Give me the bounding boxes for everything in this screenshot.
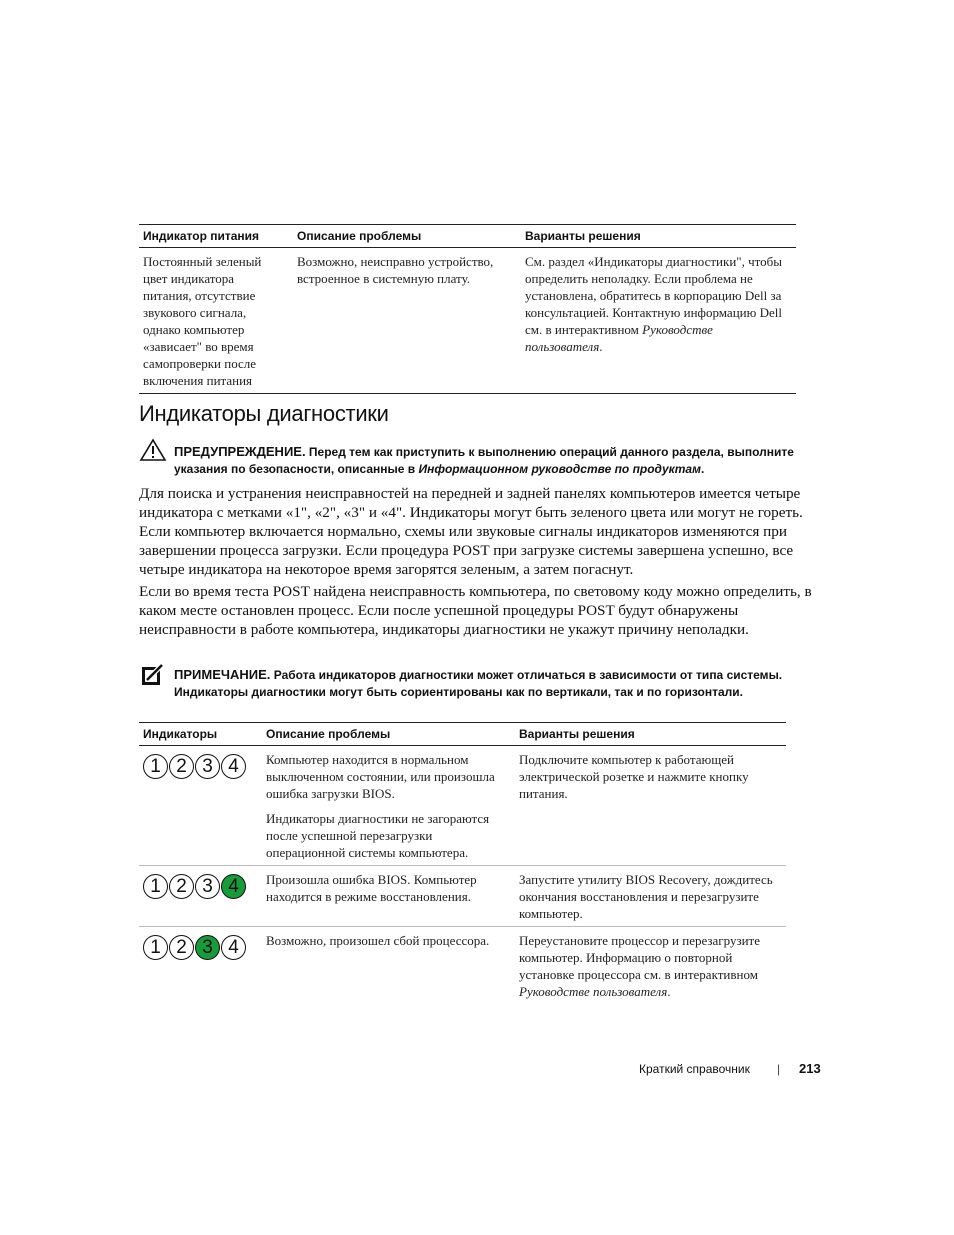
warning-notice xyxy=(174,443,804,478)
table-row xyxy=(139,746,786,866)
solution-text: См. раздел «Индикаторы диагностики", чтобы определить неполадку. Если проблема не установлена, обратитесь в корпорацию Dell за консультацией. Контактную информацию Dell см. в интерактивном xyxy=(525,254,782,337)
led-3-icon: 3 xyxy=(195,874,220,899)
body-paragraph: Для поиска и устранения неисправностей на передней и задней панелях компьютеров имеется четыре индикатора с метками «1", «2", «3" и «4". Индикаторы могут быть зеленого цвета или могут не гореть. Если компьютер включается нормально, схемы или звуковые сигналы индикаторов изменяются при завершении процесса загрузки. Если процедура POST при загрузке системы завершена успешно, все четыре индикатора на некоторое время загорятся зеленым, а затем погаснут. xyxy=(139,485,803,578)
indicator-cell: Постоянный зеленый цвет индикатора питания, отсутствие звукового сигнала, однако компьютер «зависает" во время самопроверки после включения питания xyxy=(139,248,293,394)
led-3-icon: 3 xyxy=(195,935,220,960)
solution-end: . xyxy=(599,339,603,354)
solution-end: . xyxy=(667,984,671,999)
solution-italic: Руководстве пользователя xyxy=(525,322,713,354)
problem-cell xyxy=(262,866,515,927)
solution-cell xyxy=(515,927,786,1005)
led-2-icon: 2 xyxy=(169,874,194,899)
column-header: Индикаторы xyxy=(139,723,262,746)
note-label: ПРИМЕЧАНИЕ. xyxy=(174,667,271,682)
led-2-icon: 2 xyxy=(169,935,194,960)
led-1-icon: 1 xyxy=(143,754,168,779)
footer-section-title: Краткий справочник xyxy=(639,1062,750,1076)
power-indicator-table xyxy=(139,224,796,394)
led-group xyxy=(143,754,258,779)
warning-italic: Информационном руководстве по продуктам xyxy=(418,462,701,476)
problem-text: Произошла ошибка BIOS. Компьютер находится в режиме восстановления. xyxy=(266,872,477,904)
column-header: Описание проблемы xyxy=(293,225,521,248)
led-4-icon: 4 xyxy=(221,874,246,899)
table-row xyxy=(139,248,796,394)
section-heading: Индикаторы диагностики xyxy=(139,401,389,426)
indicator-cell xyxy=(139,866,262,927)
table-row xyxy=(139,927,786,1005)
solution-text: Запустите утилиту BIOS Recovery, дождитесь окончания восстановления и перезагрузите компьютер. xyxy=(519,872,773,921)
problem-text: Индикаторы диагностики не загораются после успешной перезагрузки операционной системы компьютера. xyxy=(266,811,490,860)
led-3-icon: 3 xyxy=(195,754,220,779)
led-1-icon: 1 xyxy=(143,874,168,899)
column-header: Индикатор питания xyxy=(139,225,293,248)
indicator-cell xyxy=(139,927,262,1005)
warning-label: ПРЕДУПРЕЖДЕНИЕ. xyxy=(174,444,306,459)
problem-cell xyxy=(262,927,515,1005)
problem-cell: Возможно, неисправно устройство, встроенное в системную плату. xyxy=(293,248,521,394)
led-group xyxy=(143,935,258,960)
led-2-icon: 2 xyxy=(169,754,194,779)
solution-cell xyxy=(515,866,786,927)
warning-text: Перед тем как приступить к выполнению операций данного раздела, выполните указания по безопасности, описанные в xyxy=(174,445,794,476)
diagnostic-lights-table xyxy=(139,722,786,1004)
solution-text: Переустановите процессор и перезагрузите компьютер. Информацию о повторной установке процессора см. в интерактивном xyxy=(519,933,761,982)
table-row xyxy=(139,866,786,927)
note-icon xyxy=(141,664,165,686)
indicator-cell xyxy=(139,746,262,866)
table-header-row xyxy=(139,723,786,746)
column-header: Описание проблемы xyxy=(262,723,515,746)
solution-italic: Руководстве пользователя xyxy=(519,984,668,999)
body-paragraph: Если во время теста POST найдена неисправность компьютера, по световому коду можно определить, в каком месте остановлен процесс. Если после успешной процедуры POST будут обнаружены неисправности в работе компьютера, индикаторы диагностики не укажут причину неполадки. xyxy=(139,583,812,638)
led-1-icon: 1 xyxy=(143,935,168,960)
warning-end: . xyxy=(700,462,705,476)
problem-cell xyxy=(262,746,515,866)
problem-text: Возможно, произошел сбой процессора. xyxy=(266,933,490,948)
column-header: Варианты решения xyxy=(521,225,796,248)
led-4-icon: 4 xyxy=(221,754,246,779)
solution-cell xyxy=(521,248,796,394)
column-header: Варианты решения xyxy=(515,723,786,746)
page-number: 213 xyxy=(799,1061,821,1076)
led-4-icon: 4 xyxy=(221,935,246,960)
table-header-row xyxy=(139,225,796,248)
note-text: Работа индикаторов диагностики может отличаться в зависимости от типа системы. Индикаторы диагностики могут быть сориентированы как по вертикали, так и по горизонтали. xyxy=(174,668,783,699)
solution-cell xyxy=(515,746,786,866)
problem-text: Компьютер находится в нормальном выключенном состоянии, или произошла ошибка загрузки BIOS. xyxy=(266,752,495,801)
solution-text: Подключите компьютер к работающей электрической розетке и нажмите кнопку питания. xyxy=(519,752,749,801)
footer-separator: | xyxy=(777,1062,781,1076)
led-group xyxy=(143,874,258,899)
warning-icon xyxy=(139,438,167,462)
note-notice xyxy=(174,666,804,701)
